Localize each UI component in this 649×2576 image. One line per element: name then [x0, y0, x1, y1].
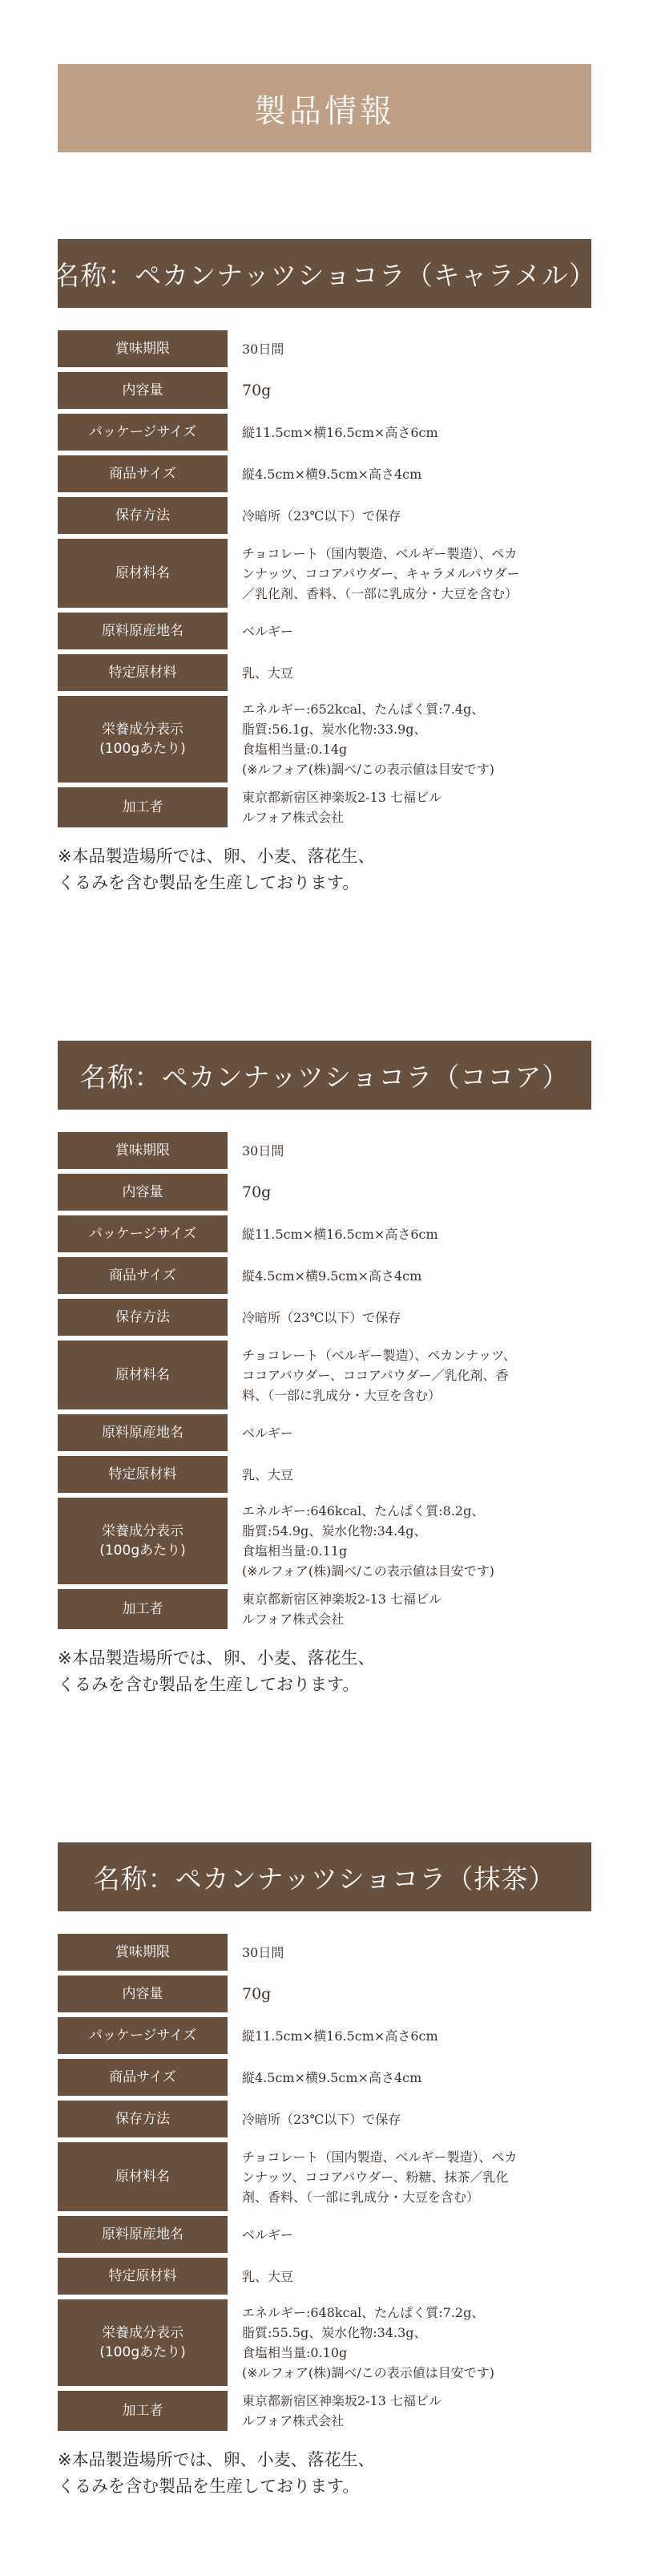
- spec-row-origin: [58, 2216, 591, 2253]
- allergen-note: ※本品製造場所では、卵、小麦、落花生、 くるみを含む製品を生産しております。: [58, 847, 375, 892]
- spec-table: [58, 1934, 591, 2431]
- spec-value: ベルギー: [242, 623, 294, 639]
- spec-label: 商品サイズ: [58, 455, 228, 492]
- spec-value: 冷暗所（23℃以下）で保存: [242, 2111, 401, 2127]
- spec-value: 70g: [242, 1183, 272, 1201]
- spec-label: 原材料名: [58, 539, 228, 608]
- spec-label: 原料原産地名: [58, 1414, 228, 1451]
- spec-value: 東京都新宿区神楽坂2-13 七福ビル ルフォア株式会社: [242, 1591, 442, 1627]
- spec-label: 保存方法: [58, 2101, 228, 2137]
- spec-value: 乳、大豆: [242, 2268, 294, 2284]
- spec-label: 加工者: [58, 2391, 228, 2431]
- spec-row-processor: [58, 787, 591, 827]
- product-section-caramel: [53, 239, 596, 896]
- product-name-bar: 名称：ペカンナッツショコラ（抹茶）: [58, 1842, 591, 1911]
- product-section-matcha: [58, 1842, 591, 2500]
- spec-value: 縦4.5cm×横9.5cm×高さ4cm: [242, 1268, 422, 1284]
- spec-label: 内容量: [58, 372, 228, 409]
- spec-row-content: [58, 372, 591, 409]
- spec-value: チョコレート（国内製造、ベルギー製造）、ペカ ンナッツ、ココアパウダー、キャラメルパウダー ／乳化剤、香料、（一部に乳成分・大豆を含む）: [242, 545, 520, 601]
- spec-row-ingredients: [58, 1341, 591, 1409]
- spec-row-content: [58, 1174, 591, 1211]
- spec-row-package-size: [58, 2017, 591, 2054]
- allergen-note: ※本品製造場所では、卵、小麦、落花生、 くるみを含む製品を生産しております。: [58, 2450, 375, 2496]
- spec-row-storage: [58, 2101, 591, 2137]
- spec-label: 特定原材料: [58, 1456, 228, 1493]
- spec-row-origin: [58, 1414, 591, 1451]
- spec-value: 乳、大豆: [242, 665, 294, 681]
- spec-label: パッケージサイズ: [58, 414, 228, 451]
- spec-value: 縦11.5cm×横16.5cm×高さ6cm: [242, 2028, 438, 2044]
- spec-label: 特定原材料: [58, 654, 228, 691]
- spec-label: 原材料名: [58, 2142, 228, 2211]
- spec-label: 賞味期限: [58, 1132, 228, 1169]
- spec-label: 内容量: [58, 1975, 228, 2012]
- spec-row-processor: [58, 1589, 591, 1629]
- spec-row-product-size: [58, 1257, 591, 1294]
- spec-table: [58, 1132, 591, 1629]
- spec-row-shelf-life: [58, 1934, 591, 1971]
- product-section-cocoa: [58, 1041, 591, 1698]
- spec-value: 冷暗所（23℃以下）で保存: [242, 1309, 401, 1325]
- spec-value: 縦11.5cm×横16.5cm×高さ6cm: [242, 424, 438, 440]
- spec-value: 東京都新宿区神楽坂2-13 七福ビル ルフォア株式会社: [242, 2393, 442, 2428]
- spec-value: 冷暗所（23℃以下）で保存: [242, 508, 401, 524]
- spec-row-origin: [58, 613, 591, 649]
- spec-value: 30日間: [242, 1142, 284, 1159]
- spec-value: チョコレート（ベルギー製造）、ペカンナッツ、 ココアパウダー、ココアパウダー／乳化剤、香 料、（一部に乳成分・大豆を含む）: [242, 1347, 517, 1403]
- spec-row-processor: [58, 2391, 591, 2431]
- spec-row-product-size: [58, 2059, 591, 2096]
- spec-label: 特定原材料: [58, 2258, 228, 2295]
- spec-value: ベルギー: [242, 1425, 294, 1441]
- spec-row-allergens: [58, 654, 591, 691]
- spec-value: 縦4.5cm×横9.5cm×高さ4cm: [242, 466, 422, 482]
- spec-label: 加工者: [58, 787, 228, 827]
- spec-row-shelf-life: [58, 1132, 591, 1169]
- spec-value: チョコレート（国内製造、ベルギー製造）、ペカ ンナッツ、ココアパウダー、粉糖、抹茶／乳化 剤、香料、（一部に乳成分・大豆を含む）: [242, 2149, 518, 2205]
- spec-table: [58, 330, 591, 827]
- spec-row-allergens: [58, 1456, 591, 1493]
- spec-row-nutrition: [58, 2299, 591, 2386]
- spec-value: 縦4.5cm×横9.5cm×高さ4cm: [242, 2069, 422, 2085]
- spec-row-storage: [58, 1299, 591, 1336]
- spec-row-ingredients: [58, 539, 591, 608]
- spec-row-product-size: [58, 455, 591, 492]
- spec-label: 商品サイズ: [58, 1257, 228, 1294]
- spec-row-content: [58, 1975, 591, 2012]
- spec-value: 乳、大豆: [242, 1466, 294, 1482]
- spec-value: 30日間: [242, 341, 284, 357]
- spec-label: パッケージサイズ: [58, 2017, 228, 2054]
- spec-label: 保存方法: [58, 497, 228, 534]
- spec-label: 賞味期限: [58, 330, 228, 367]
- spec-value: 縦11.5cm×横16.5cm×高さ6cm: [242, 1226, 438, 1242]
- spec-label: 原材料名: [58, 1341, 228, 1409]
- spec-label: 栄養成分表示 (100gあたり): [58, 1498, 228, 1584]
- product-name-bar: 名称：ペカンナッツショコラ（ココア）: [58, 1041, 591, 1110]
- spec-label: 賞味期限: [58, 1934, 228, 1971]
- spec-value: 70g: [242, 1984, 272, 2003]
- spec-label: 加工者: [58, 1589, 228, 1629]
- spec-value: エネルギー:646kcal、たんぱく質:8.2g、 脂質:54.9g、炭水化物:34.4g、 食塩相当量:0.11g (※ルフォア(株)調べ/この表示値は目安です): [242, 1503, 494, 1579]
- spec-row-ingredients: [58, 2142, 591, 2211]
- spec-row-shelf-life: [58, 330, 591, 367]
- spec-label: 保存方法: [58, 1299, 228, 1336]
- spec-row-storage: [58, 497, 591, 534]
- spec-label: 栄養成分表示 (100gあたり): [58, 696, 228, 783]
- spec-value: ベルギー: [242, 2226, 294, 2242]
- spec-label: 原料原産地名: [58, 613, 228, 649]
- page-title: 製品情報: [58, 64, 591, 152]
- spec-value: エネルギー:648kcal、たんぱく質:7.2g、 脂質:55.5g、炭水化物:34.3g、 食塩相当量:0.10g (※ルフォア(株)調べ/この表示値は目安です): [242, 2305, 494, 2380]
- spec-row-nutrition: [58, 696, 591, 783]
- allergen-note: ※本品製造場所では、卵、小麦、落花生、 くるみを含む製品を生産しております。: [58, 1648, 375, 1694]
- spec-label: パッケージサイズ: [58, 1215, 228, 1252]
- spec-label: 原料原産地名: [58, 2216, 228, 2253]
- spec-row-package-size: [58, 1215, 591, 1252]
- spec-row-nutrition: [58, 1498, 591, 1584]
- spec-label: 内容量: [58, 1174, 228, 1211]
- spec-row-allergens: [58, 2258, 591, 2295]
- spec-value: 東京都新宿区神楽坂2-13 七福ビル ルフォア株式会社: [242, 790, 442, 825]
- spec-label: 栄養成分表示 (100gあたり): [58, 2299, 228, 2386]
- spec-value: 30日間: [242, 1944, 284, 1960]
- product-name-bar: 名称：ペカンナッツショコラ（キャラメル）: [58, 239, 591, 308]
- spec-value: エネルギー:652kcal、たんぱく質:7.4g、 脂質:56.1g、炭水化物:33.9g、 食塩相当量:0.14g (※ルフォア(株)調べ/この表示値は目安です): [242, 702, 494, 777]
- spec-label: 商品サイズ: [58, 2059, 228, 2096]
- spec-row-package-size: [58, 414, 591, 451]
- spec-value: 70g: [242, 381, 272, 399]
